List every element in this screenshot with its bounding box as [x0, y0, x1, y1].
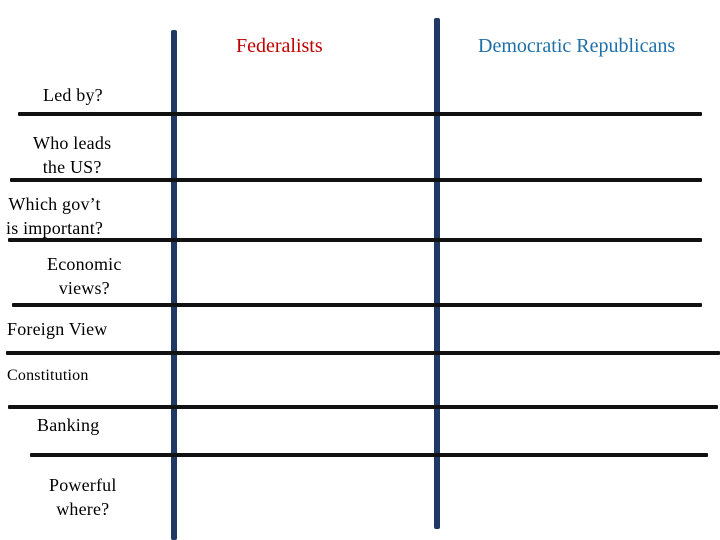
row-divider: [12, 303, 702, 307]
row-divider: [18, 112, 702, 116]
row-divider: [6, 351, 720, 355]
row-label-line: Foreign View: [7, 319, 108, 339]
row-label-line: Constitution: [7, 367, 89, 384]
row-label-led-by: [43, 83, 103, 107]
row-divider: [30, 453, 708, 457]
row-label-line: Banking: [37, 415, 100, 435]
row-label-constitution: [7, 364, 89, 388]
row-label-line: Led by?: [43, 85, 103, 105]
row-label-line: Powerful: [49, 475, 117, 495]
row-label-line: the US?: [42, 157, 102, 177]
row-label-line: Which gov’t: [8, 194, 101, 214]
row-label-line: views?: [58, 278, 110, 298]
row-label-line: where?: [56, 499, 110, 519]
democratic-republicans-header: Democratic Republicans: [478, 35, 676, 57]
federalists-header: Federalists: [236, 35, 323, 57]
row-label-economic: [47, 252, 122, 300]
row-label-banking: [37, 413, 99, 437]
row-divider: [8, 238, 702, 242]
row-divider: [10, 178, 702, 182]
row-label-foreign-view: [7, 317, 107, 341]
row-label-powerful-where: [49, 473, 117, 521]
row-label-line: Who leads: [33, 133, 112, 153]
row-label-who-leads: [33, 131, 111, 179]
column-divider-left: [171, 30, 177, 540]
row-divider: [8, 405, 718, 409]
row-label-line: is important?: [6, 218, 104, 238]
row-label-which-govt: [6, 192, 103, 240]
row-label-line: Economic: [47, 254, 122, 274]
